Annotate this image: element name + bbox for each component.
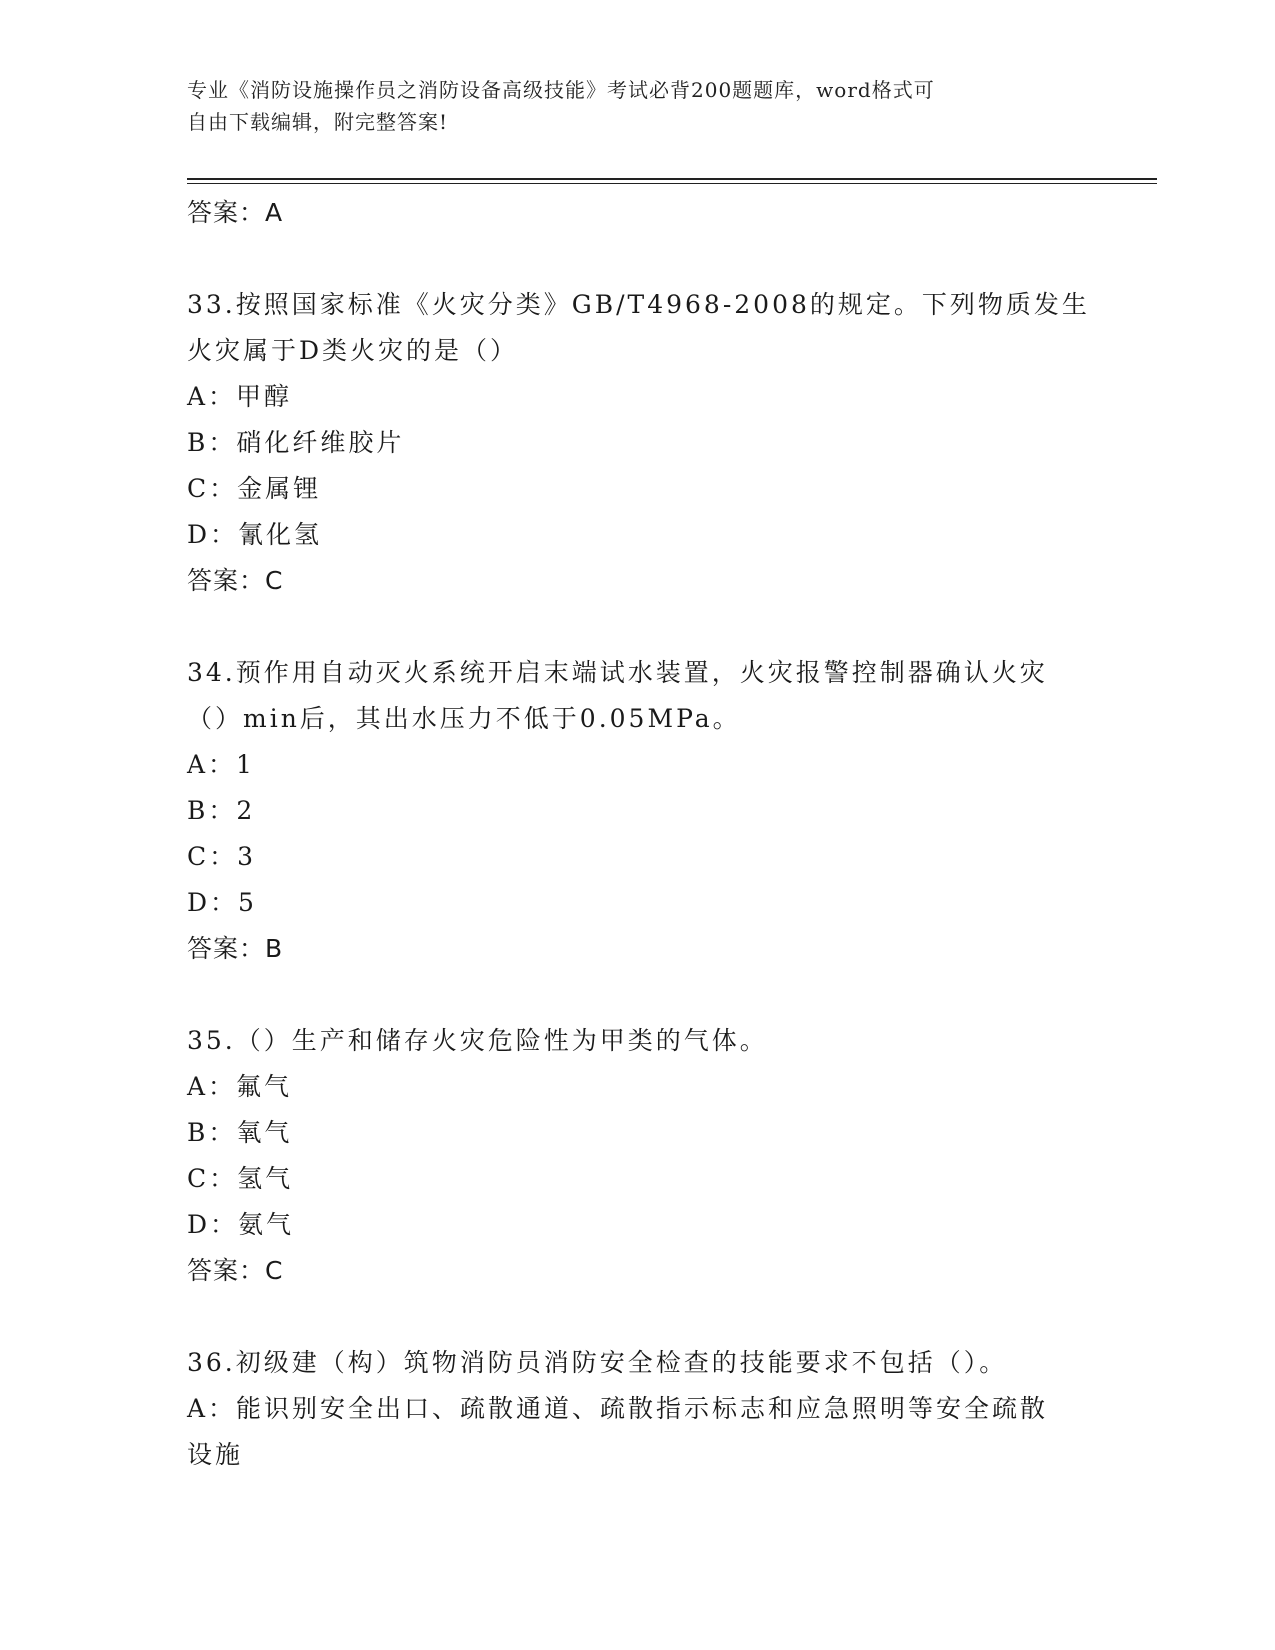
option-b: B：氧气 <box>187 1118 293 1147</box>
header-divider-thick <box>187 178 1157 180</box>
document-header <box>187 74 1087 138</box>
option-a: A：甲醇 <box>187 382 293 411</box>
header-line-2: 自由下载编辑，附完整答案! <box>187 110 449 134</box>
option-a-continued: 设施 <box>187 1440 244 1469</box>
option-c: C：金属锂 <box>187 474 322 503</box>
question-list <box>187 190 1090 1478</box>
question-33 <box>187 282 1090 604</box>
question-stem-line: 34.预作用自动灭火系统开启末端试水装置，火灾报警控制器确认火灾 <box>187 658 1048 687</box>
question-stem-line: 35.（）生产和储存火灾危险性为甲类的气体。 <box>187 1026 768 1055</box>
question-stem-line: 36.初级建（构）筑物消防员消防安全检查的技能要求不包括（）。 <box>187 1348 1008 1377</box>
option-d: D：氨气 <box>187 1210 295 1239</box>
question-36 <box>187 1340 1087 1478</box>
option-d: D：5 <box>187 888 257 917</box>
question-stem-line: （）min后，其出水压力不低于0.05MPa。 <box>187 704 741 733</box>
answer-line: 答案：A <box>187 198 284 227</box>
question-stem-line: 火灾属于D类火灾的是（） <box>187 336 519 365</box>
answer-line: 答案：C <box>187 1256 284 1285</box>
header-divider-thin <box>187 183 1157 184</box>
option-c: C：3 <box>187 842 257 871</box>
option-c: C：氢气 <box>187 1164 294 1193</box>
answer-line: 答案：B <box>187 934 284 963</box>
option-a: A：能识别安全出口、疏散通道、疏散指示标志和应急照明等安全疏散 <box>187 1394 1049 1423</box>
option-b: B：硝化纤维胶片 <box>187 428 405 457</box>
option-a: A：1 <box>187 750 255 779</box>
option-a: A：氟气 <box>187 1072 293 1101</box>
question-34 <box>187 650 1087 972</box>
header-line-1: 专业《消防设施操作员之消防设备高级技能》考试必背200题题库，word格式可 <box>187 78 935 102</box>
answer-line: 答案：C <box>187 566 284 595</box>
question-stem-line: 33.按照国家标准《火灾分类》GB/T4968-2008的规定。下列物质发生 <box>187 290 1090 319</box>
question-35 <box>187 1018 1087 1294</box>
option-b: B：2 <box>187 796 256 825</box>
option-d: D：氰化氢 <box>187 520 323 549</box>
